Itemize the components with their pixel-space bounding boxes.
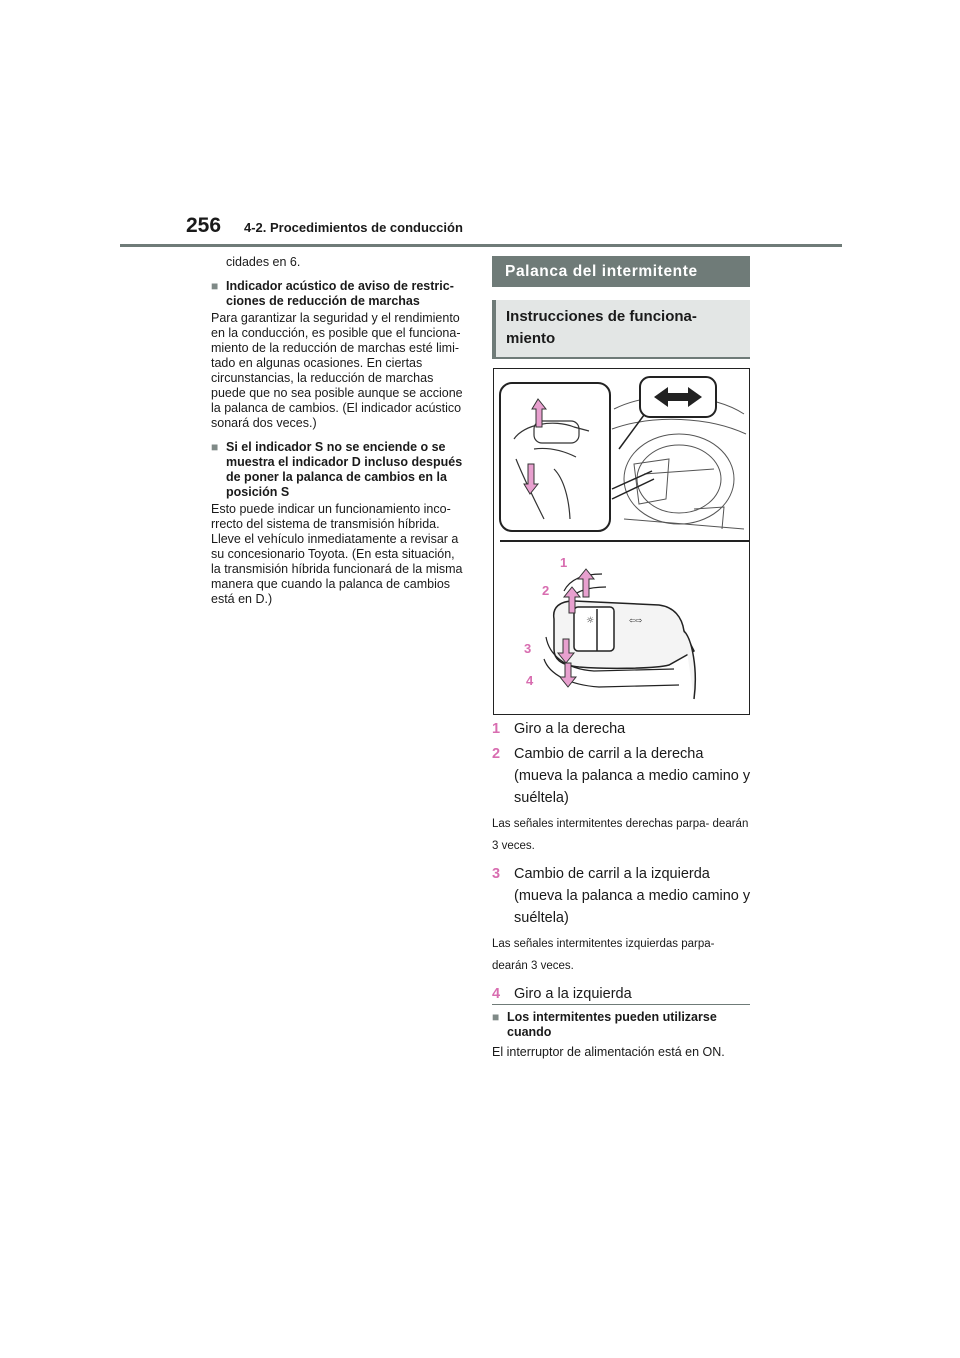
figure-label-3: 3 [524, 641, 532, 656]
step-text: Giro a la derecha [514, 721, 626, 737]
svg-text:☼: ☼ [586, 616, 595, 626]
step-number: 3 [492, 866, 501, 882]
square-bullet-icon: ■ [211, 279, 219, 293]
page-number: 256 [186, 214, 222, 237]
turn-signal-lever-illustration [493, 368, 750, 715]
square-bullet-icon: ■ [492, 1010, 500, 1024]
steps-list [492, 718, 752, 1008]
step-text: Cambio de carril a la izquierda (mueva la palanca a medio camino y suéltela) [514, 866, 751, 926]
heading-text: Si el indicador S no se enciende o se muestra el indicador D incluso después de poner la palanca de cambios en la posición S [226, 440, 463, 499]
figure-label-4: 4 [526, 673, 534, 688]
step-note: Las señales intermitentes derechas parpa- dearán 3 veces. [492, 818, 749, 852]
info-body: El interruptor de alimentación está en ON. [492, 1045, 725, 1059]
figure-label-2: 2 [542, 583, 550, 598]
lever-stalk [554, 601, 696, 699]
step-number: 2 [492, 746, 501, 762]
section-body: Esto puede indicar un funcionamiento inco- rrecto del sistema de transmisión híbrida. Lleve el vehículo inmediatamente a revisar a su concesionario Toyota. (En esta situación, la transmisión híbrida funcionará de la misma manera que cuando la palanca de cambios está en D.) [211, 502, 463, 606]
section-heading-s-indicator [211, 440, 467, 500]
step-text: Giro a la izquierda [514, 986, 632, 1002]
subsection-title: Instrucciones de funciona- miento [492, 300, 750, 359]
info-heading [492, 1010, 750, 1040]
step-note: Las señales intermitentes izquierdas parpa- dearán 3 veces. [492, 938, 715, 972]
step-item [492, 718, 752, 740]
lever-diagram [494, 369, 749, 714]
chapter-title: 4-2. Procedimientos de conducción [244, 220, 463, 235]
section-heading-downshift [211, 279, 467, 309]
figure-label-1: 1 [560, 555, 568, 570]
header-rule [120, 244, 842, 247]
step-text: Cambio de carril a la derecha (mueva la palanca a medio camino y suéltela) [514, 746, 751, 806]
heading-text: Indicador acústico de aviso de restric- ciones de reducción de marchas [226, 279, 454, 308]
inset-hand-box [500, 383, 610, 531]
section-body: Para garantizar la seguridad y el rendimiento en la conducción, es posible que el funciona- miento de la reducción de marchas esté limi- tado en algunas ocasiones. En ciertas circunstancias, la reducción de marchas puede que no sea posible aunque se accione la palanca de cambios. (El indicador acústico sonará dos veces.) [211, 311, 463, 430]
step-item [492, 983, 752, 1005]
left-column [211, 255, 467, 616]
square-bullet-icon: ■ [211, 440, 219, 454]
step-item [492, 743, 752, 809]
info-rule [492, 1004, 750, 1005]
right-column-header [492, 256, 750, 359]
step-number: 1 [492, 721, 501, 737]
step-number: 4 [492, 986, 501, 1002]
svg-text:⇦⇨: ⇦⇨ [629, 616, 643, 625]
continuation-text: cidades en 6. [226, 255, 301, 269]
heading-text: Los intermitentes pueden utilizarse cuando [507, 1010, 717, 1039]
section-title-bar: Palanca del intermitente [492, 256, 750, 287]
info-block [492, 1010, 750, 1060]
step-item [492, 863, 752, 929]
